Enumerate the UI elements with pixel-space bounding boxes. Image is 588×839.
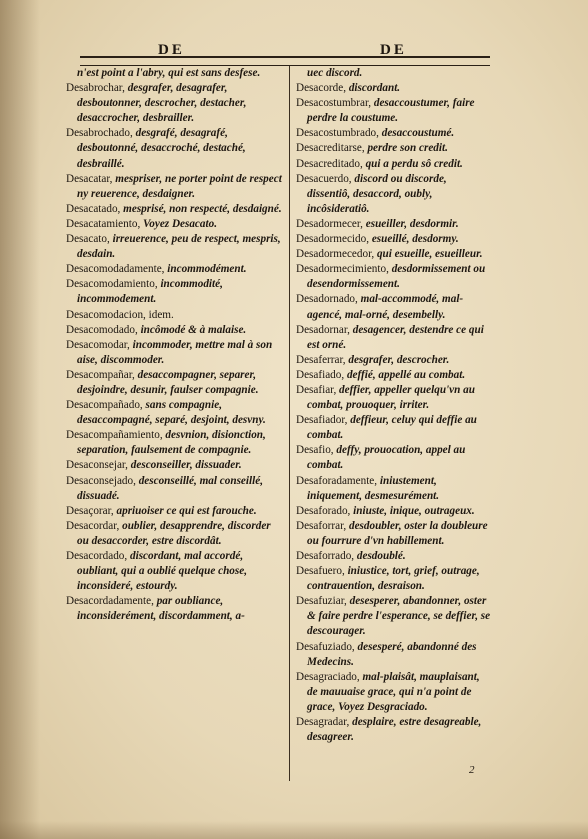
left-column (66, 66, 284, 624)
dictionary-entry (296, 172, 492, 217)
entry-definition: desgrafer, descrocher. (348, 353, 450, 366)
entry-definition: desaccompagner, separer, desjoindre, desunir, faulser compagnie. (77, 368, 259, 396)
entry-headword: Desacompañamiento, (66, 429, 163, 442)
dictionary-entry (66, 232, 284, 262)
entry-headword: Desacreditado, (296, 157, 363, 170)
entry-definition: incômodé & à malaise. (140, 323, 247, 336)
dictionary-entry (296, 564, 492, 594)
entry-definition: desesperé, abandonné des Medecins. (307, 640, 477, 668)
dictionary-entry (296, 670, 492, 715)
entry-headword: Desafio, (296, 444, 334, 457)
dictionary-entry (296, 217, 492, 232)
continuation-line: uec discord. (307, 67, 363, 79)
dictionary-entry (296, 413, 492, 443)
entry-headword: Desadormecido, (296, 233, 370, 246)
entry-definition: incommoder, mettre mal à son aise, discommoder. (77, 338, 273, 366)
entry-headword: Desacomodamiento, (66, 278, 158, 291)
entry-definition: desdoubler, oster la doubleure ou fourrure d'vn habillement. (307, 519, 488, 547)
entry-headword: Desacreditarse, (296, 142, 365, 155)
dictionary-entry (66, 519, 284, 549)
dictionary-entry (66, 398, 284, 428)
entry-headword: Desacomodacion, idem. (66, 308, 174, 321)
dictionary-entry (66, 126, 284, 171)
entry-definition: desdormissement ou desendormissement. (307, 263, 486, 291)
dictionary-entry (66, 217, 284, 232)
entry-definition: sans compagnie, desaccompagné, separé, desjoint, desvny. (77, 399, 266, 427)
entry-headword: Desacomodadamente, (66, 263, 165, 276)
entry-headword: Desacorde, (296, 82, 347, 95)
entry-definition: desconseillé, mal conseillé, dissuadé. (77, 474, 263, 502)
entry-definition: mal-accommodé, mal-agencé, mal-orné, desembelly. (307, 293, 464, 321)
entry-definition: desesperer, abandonner, oster & faire perdre l'esperance, se deffier, se descourager. (307, 595, 491, 638)
entry-headword: Desadormecimiento, (296, 263, 389, 276)
bottom-shadow (0, 821, 588, 839)
entry-headword: Desacomodar, (66, 338, 130, 351)
running-head-right: DE (380, 42, 407, 58)
entry-definition: desconseiller, dissuader. (130, 459, 242, 472)
entry-headword: Desaforadamente, (296, 474, 378, 487)
entry-definition: deffié, appellé au combat. (346, 368, 466, 381)
dictionary-entry (296, 157, 492, 172)
entry-definition: desaccoustumé. (381, 127, 455, 140)
entry-headword: Desaconsejado, (66, 474, 136, 487)
dictionary-entry (296, 383, 492, 413)
entry-headword: Desacatado, (66, 202, 121, 215)
entry-headword: Desafuziado, (296, 640, 355, 653)
entry-headword: Desadornado, (296, 293, 358, 306)
entry-headword: Desacostumbrado, (296, 127, 379, 140)
entry-definition: desdoublé. (356, 550, 406, 562)
entry-definition: mespriser, ne porter point de respect ny reuerence, desdaigner. (77, 172, 282, 200)
entry-definition: desplaire, estre desagreable, desagreer. (307, 716, 482, 744)
entry-definition: qui a perdu sô credit. (365, 157, 463, 170)
entry-headword: Desaçorar, (66, 504, 114, 517)
entry-headword: Desafiador, (296, 414, 348, 427)
dictionary-entry (296, 594, 492, 639)
dictionary-entry (66, 428, 284, 458)
entry-headword: Desaforado, (296, 504, 351, 517)
entry-headword: Desacomodado, (66, 323, 138, 336)
dictionary-entry (66, 368, 284, 398)
entry-definition: deffier, appeller quelqu'vn au combat, prouoquer, irriter. (307, 383, 475, 412)
entry-definition: desgrafer, desagrafer, desboutonner, descrocher, destacher, desaccrocher, desbrailler. (77, 82, 247, 125)
entry-headword: Desaferrar, (296, 353, 346, 366)
entry-definition: irreuerence, peu de respect, mespris, desdain. (77, 233, 281, 261)
dictionary-entry (296, 141, 492, 156)
entry-headword: Desafuziar, (296, 595, 347, 608)
entry-headword: Desabrochado, (66, 127, 133, 140)
dictionary-entry (296, 715, 492, 745)
dictionary-entry (296, 262, 492, 292)
entry-definition: Voyez Desacato. (143, 217, 217, 230)
dictionary-entry (296, 368, 492, 383)
dictionary-entry (296, 549, 492, 564)
entry-headword: Desaforrado, (296, 550, 355, 562)
dictionary-entry (66, 504, 284, 519)
dictionary-entry (296, 232, 492, 247)
page-number: 2 (469, 764, 475, 776)
entry-definition: qui esueille, esueilleur. (376, 248, 483, 261)
entry-headword: Desacatar, (66, 172, 113, 185)
entry-headword: Desacuerdo, (296, 172, 352, 185)
entry-definition: desaccoustumer, faire perdre la coustume. (307, 97, 475, 125)
dictionary-entry (66, 458, 284, 473)
dictionary-entry (66, 594, 284, 624)
entry-headword: Desadormecedor, (296, 248, 375, 261)
dictionary-entry (66, 172, 284, 202)
entry-definition: discord ou discorde, dissentiô, desaccord, oubly, incôsideratiô. (307, 172, 447, 215)
entry-definition: discordant, mal accordé, oubliant, qui a oublié quelque chose, inconsideré, estourdy. (77, 550, 248, 593)
entry-headword: Desacordado, (66, 550, 128, 562)
dictionary-entry (66, 549, 284, 594)
entry-definition: discordant. (348, 82, 401, 95)
entry-headword: Desacordadamente, (66, 595, 154, 608)
entry-definition: deffy, prouocation, appel au combat. (307, 444, 466, 472)
entry-headword: Desafuero, (296, 565, 345, 578)
header-rule (80, 56, 490, 58)
dictionary-entry (66, 262, 284, 277)
dictionary-entry (296, 504, 492, 519)
continuation-line: n'est point a l'abry, qui est sans desfese. (77, 67, 261, 79)
dictionary-entry (296, 292, 492, 322)
dictionary-entry (296, 323, 492, 353)
entry-definition: desgrafé, desagrafé, desboutonné, desaccroché, destaché, desbraillé. (77, 127, 246, 170)
entry-definition: iniustice, tort, grief, outrage, contrauention, desraison. (307, 565, 480, 593)
entry-definition: apriuoiser ce qui est farouche. (116, 504, 257, 517)
entry-definition: desvnion, disionction, separation, faulsement de compagnie. (77, 429, 266, 457)
entry-definition: par oubliance, inconsiderément, discordamment, a- (77, 595, 245, 623)
entry-headword: Desaconsejar, (66, 459, 128, 472)
entry-headword: Desacompañar, (66, 368, 135, 381)
entry-definition: oublier, desapprendre, discorder ou desaccorder, estre discordât. (77, 519, 271, 547)
entry-definition: incommodément. (167, 263, 247, 276)
entry-headword: Desadormecer, (296, 217, 363, 230)
dictionary-entry (296, 81, 492, 96)
dictionary-entry (66, 474, 284, 504)
entry-definition: deffieur, celuy qui deffie au combat. (307, 414, 477, 442)
entry-headword: Desacostumbrar, (296, 97, 372, 110)
gutter-shadow (0, 0, 40, 839)
entry-headword: Desacompañado, (66, 399, 143, 412)
entry-definition: iniustement, iniquement, desmesurément. (307, 474, 440, 502)
dictionary-entry (296, 126, 492, 141)
dictionary-entry (296, 96, 492, 126)
entry-definition: desagencer, destendre ce qui est orné. (307, 323, 484, 351)
running-head-left: DE (158, 42, 185, 58)
entry-headword: Desafiar, (296, 383, 337, 396)
entry-headword: Desagradar, (296, 716, 350, 729)
entry-headword: Desacordar, (66, 519, 120, 532)
dictionary-entry (66, 81, 284, 126)
entry-definition: incommodité, incommodement. (77, 278, 223, 306)
entry-headword: Desafiado, (296, 368, 345, 381)
entry-headword: Desaforrar, (296, 519, 347, 532)
dictionary-entry (296, 519, 492, 549)
entry-definition: esueillé, desdormy. (371, 233, 459, 246)
column-divider (289, 66, 290, 781)
dictionary-entry (66, 308, 284, 323)
dictionary-entry (66, 277, 284, 307)
entry-definition: mal-plaisât, mauplaisant, de mauuaise grace, qui n'a point de grace, Voyez Desgraciado. (307, 670, 480, 713)
entry-definition: perdre son credit. (367, 142, 448, 155)
dictionary-entry (66, 323, 284, 338)
dictionary-entry (296, 443, 492, 473)
entry-headword: Desacatamiento, (66, 217, 141, 230)
right-column (296, 66, 492, 745)
entry-definition: esueiller, desdormir. (365, 217, 459, 230)
dictionary-entry (66, 338, 284, 368)
entry-headword: Desadornar, (296, 323, 350, 336)
dictionary-entry (296, 247, 492, 262)
entry-headword: Desagraciado, (296, 670, 360, 683)
dictionary-entry (66, 202, 284, 217)
dictionary-entry (296, 474, 492, 504)
entry-definition: mesprisé, non respecté, desdaigné. (123, 202, 282, 215)
entry-headword: Desacato, (66, 233, 110, 246)
dictionary-entry (296, 640, 492, 670)
entry-definition: iniuste, inique, outrageux. (353, 504, 475, 517)
dictionary-entry (296, 353, 492, 368)
entry-headword: Desabrochar, (66, 82, 125, 95)
